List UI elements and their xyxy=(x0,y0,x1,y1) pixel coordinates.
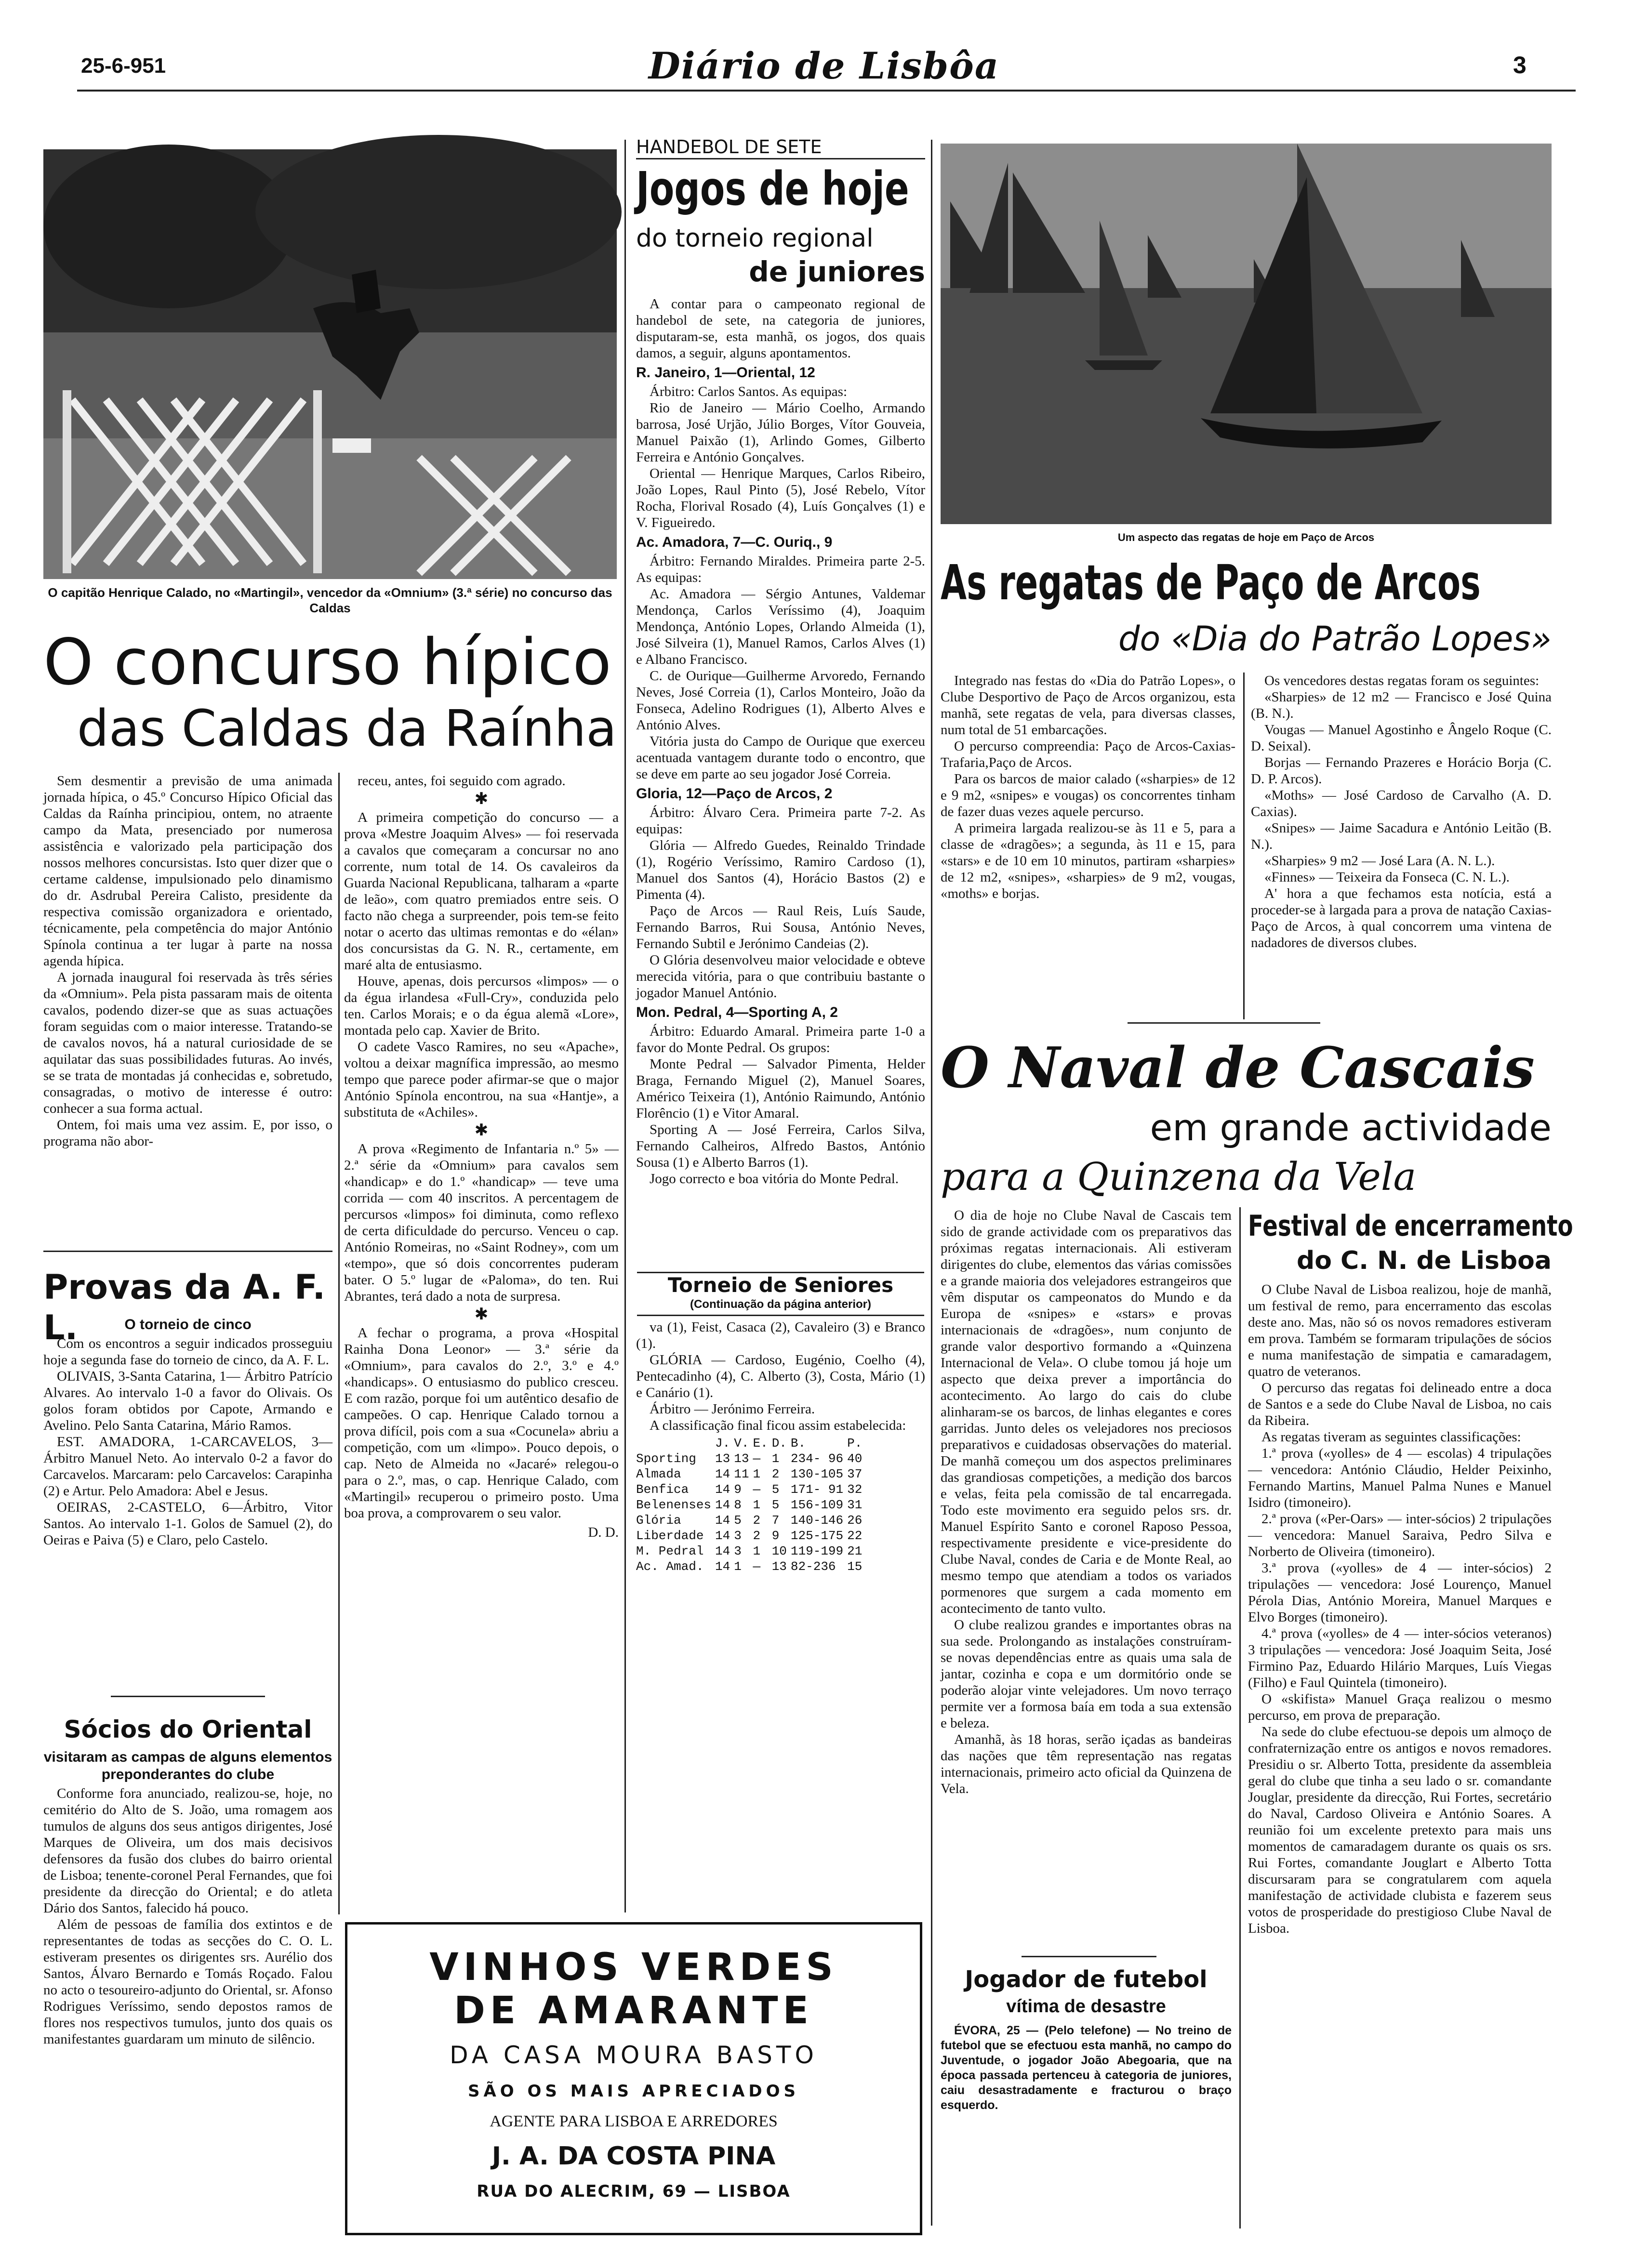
paragraph: Além de pessoas de família dos extintos e de representantes de todas as secções do C. O. L. estiveram presentes os dirigentes srs. Aurélio dos Santos, Álvaro Bernardo e Tomás Roçado. Falou no acto o tesoureiro-adjunto do Oriental, sr. Afonso Rodrigues Veríssimo, sendo depostos ramos de flores nos respectivos tumulos, junto dos quais os manifestantes guardaram um minuto de silêncio. xyxy=(43,1917,332,2047)
naval-deck-1: em grande actividade xyxy=(1150,1106,1552,1149)
paragraph: va (1), Feist, Casaca (2), Cavaleiro (3) e Branco (1). xyxy=(636,1319,925,1351)
paragraph: «Snipes» — Jaime Sacadura e António Leitão (B. N.). xyxy=(1251,820,1552,852)
table-cell: 14 xyxy=(715,1498,730,1512)
masthead-rule xyxy=(77,90,1576,92)
table-cell: — xyxy=(753,1482,761,1497)
table-cell: 5 xyxy=(771,1498,780,1512)
paragraph: 1.ª prova («yolles» de 4 — escolas) 4 tripulações — vencedora: António Cláudio, Helder Peixinho, Fernando Martins, Manuel Palma Nunes e Manuel Isidro (timoneiro). xyxy=(1248,1446,1552,1510)
table-cell: 1 xyxy=(753,1498,761,1512)
paragraph: EST. AMADORA, 1-CARCAVELOS, 3—Árbitro Manuel Neto. Ao intervalo 0-2 a favor do Carcavelos. Marcaram: pelo Carcavelos: Carapinha (2) e Artur. Pelo Amadora: Abel e Jesus. xyxy=(43,1434,332,1499)
table-row xyxy=(636,1528,866,1543)
table-row xyxy=(636,1466,866,1482)
ad-line-2: DE AMARANTE xyxy=(454,1989,813,2032)
table-cell: 14 xyxy=(715,1559,730,1574)
seniores-headline: Torneio de Seniores xyxy=(667,1273,894,1297)
table-header-cell xyxy=(636,1436,715,1451)
table-row xyxy=(636,1497,866,1513)
paragraph: Vitória justa do Campo de Ourique que exerceu acentuada vantagem durante todo o encontro, que se deve em parte ao seu jogador José Correia. xyxy=(636,734,925,782)
paragraph: Com os encontros a seguir indicados prosseguiu hoje a segunda fase do torneio de cinco, da A. F. L. xyxy=(43,1336,332,1368)
table-cell: 1 xyxy=(753,1544,761,1558)
table-header-row xyxy=(636,1436,866,1451)
seniores-subhead: (Continuação da página anterior) xyxy=(690,1298,872,1311)
oriental-subhead: visitaram as campas de alguns elementos preponderantes do clube xyxy=(43,1749,332,1782)
table-cell: 31 xyxy=(847,1498,863,1512)
paragraph: Sem desmentir a previsão de uma animada jornada hípica, o 45.º Concurso Hípico Oficial das Caldas da Raínha principiou, ontem, no atraente campo da Mata, presenciado por numerosa assistência e valorizado pela participação dos nossos melhores concursistas. Isto quer dizer que o certame caldense, impulsionado pelo dinamismo do dr. Asdrubal Pereira Calisto, presidente da respectiva comissão organizadora e orientado, técnicamente, pela competência do major António Spínola continua a ter lugar à parte na nossa agenda hípica. xyxy=(43,773,332,969)
paragraph: A classificação final ficou assim estabelecida: xyxy=(650,1418,906,1433)
handebol-kicker: HANDEBOL DE SETE xyxy=(636,136,925,159)
ad-line-5: AGENTE PARA LISBOA E ARREDORES xyxy=(490,2112,778,2130)
game-title: Mon. Pedral, 4—Sporting A, 2 xyxy=(636,1004,838,1020)
ad-line-3: DA CASA MOURA BASTO xyxy=(450,2041,818,2069)
table-cell: 13 xyxy=(734,1451,749,1466)
sailing-regatta-image xyxy=(941,144,1552,524)
table-header-cell: B. xyxy=(790,1436,806,1450)
game-title: R. Janeiro, 1—Oriental, 12 xyxy=(636,365,815,381)
paragraph: «Sharpies» de 12 m2 — Francisco e José Quina (B. N.). xyxy=(1251,689,1552,721)
table-cell: 40 xyxy=(847,1451,863,1466)
paragraph: As regatas tiveram as seguintes classificações: xyxy=(1261,1429,1521,1445)
table-cell: 13 xyxy=(771,1559,787,1574)
ad-line-6: J. A. DA COSTA PINA xyxy=(491,2142,776,2171)
paragraph: receu, antes, foi seguido com agrado. xyxy=(358,773,566,789)
section-rule xyxy=(1128,1022,1320,1024)
table-cell: Sporting xyxy=(636,1451,696,1466)
ad-line-7: RUA DO ALECRIM, 69 — LISBOA xyxy=(477,2182,791,2201)
table-cell: 119-199 xyxy=(790,1544,844,1558)
paragraph: Amanhã, às 18 horas, serão içadas as bandeiras das nações que têm representação nas regatas internacionais, primeiro acto oficial da Quinzena de Vela. xyxy=(941,1732,1232,1796)
paragraph: A contar para o campeonato regional de handebol de sete, na categoria de juniores, disputaram-se, esta manhã, os jogos, dos quais damos, a seguir, alguns apontamentos. xyxy=(636,296,925,361)
paragraph: Jogo correcto e boa vitória do Monte Pedral. xyxy=(650,1171,899,1187)
paragraph: Houve, apenas, dois percursos «limpos» — o da égua irlandesa «Full-Cry», conduzida pelo ten. Carlos Morais; e o da égua alemã «Lore», montada pelo cap. Xavier de Brito. xyxy=(344,974,619,1038)
handebol-article xyxy=(636,296,925,1264)
hipico-headline: O concurso hípico xyxy=(43,625,611,699)
paragraph: O cadete Vasco Ramires, no seu «Apache», voltou a deixar magnífica impressão, ao mesmo tempo que parece poder afirmar-se que o major António Spínola encontrou, na sua «Hantje», a substituta de «Achiles». xyxy=(344,1039,619,1120)
paragraph: OEIRAS, 2-CASTELO, 6—Árbitro, Vitor Santos. Ao intervalo 1-1. Golos de Samuel (2), do Oeiras e Paiva (5) e Claro, pelo Castelo. xyxy=(43,1500,332,1548)
table-cell: 32 xyxy=(847,1482,863,1497)
table-cell: 1 xyxy=(771,1451,780,1466)
section-rule xyxy=(1022,1956,1156,1957)
wine-advertisement xyxy=(345,1922,922,2235)
paragraph: Árbitro: Álvaro Cera. Primeira parte 7-2. As equipas: xyxy=(636,805,925,837)
paragraph: GLÓRIA — Cardoso, Eugénio, Coelho (4), Pentecadinho (4), C. Alberto (3), Costa, Mário (1) e Canário (1). xyxy=(636,1352,925,1400)
paragraph: ÉVORA, 25 — (Pelo telefone) — No treino de futebol que se efectuou esta manhã, no campo do Juventude, o jogador João Abegoaria, que na época passada pertenceu à categoria de juniores, caiu desastradamente e fracturou o braço esquerdo. xyxy=(941,2024,1232,2112)
table-cell: Glória xyxy=(636,1513,681,1528)
jogador-subhead: vítima de desastre xyxy=(1006,1996,1166,2017)
afl-article xyxy=(43,1313,332,1737)
table-cell: 10 xyxy=(771,1544,787,1558)
naval-deck-2: para a Quinzena da Vela xyxy=(941,1154,1417,1199)
paragraph: Rio de Janeiro — Mário Coelho, Armando barrosa, José Urjão, Júlio Borges, Vítor Gouveia, Manuel Paixão (1), Arlindo Gomes, Gilberto Ferreira e António Gonçalves. xyxy=(636,400,925,465)
table-cell: Liberdade xyxy=(636,1529,704,1543)
table-row xyxy=(636,1451,866,1466)
naval-headline: O Naval de Cascais xyxy=(941,1035,1535,1101)
signature: D. D. xyxy=(588,1525,619,1540)
jogador-headline: Jogador de futebol xyxy=(965,1966,1208,1993)
paragraph: Monte Pedral — Salvador Pimenta, Helder Braga, Fernando Miguel (2), Manuel Soares, Américo Teixeira (1), António Raimundo, António Florêncio (1) e Vitor Amaral. xyxy=(636,1056,925,1121)
paragraph: A prova «Regimento de Infantaria n.º 5» — 2.ª série da «Omnium» para cavalos sem «handicap» e do 1.º «handicap» — teve uma corrida — com 40 inscritos. A percentagem de percursos «limpos» foi diminuta, como reflexo de certa dificuldade do percurso. Venceu o cap. António Romeiras, no «Saint Rodney», com um «tempo», que só dois concorrentes puderam bater. O 5.º lugar de «Paloma», do ten. Rui Abrantes, terá dado a nota de surpresa. xyxy=(344,1141,619,1304)
table-cell: 3 xyxy=(734,1529,742,1543)
table-header-cell: V. xyxy=(734,1436,749,1450)
regatas-headline: As regatas de Paço de Arcos xyxy=(941,554,1481,611)
classification-table xyxy=(636,1436,866,1574)
regatas-deck: do «Dia do Patrão Lopes» xyxy=(1118,619,1552,659)
table-cell: 14 xyxy=(715,1467,730,1481)
oriental-headline: Sócios do Oriental xyxy=(64,1715,312,1743)
paragraph: Na sede do clube efectuou-se depois um almoço de confraternização entre os antigos e novos remadores. Presidiu o sr. Alberto Totta, presidente da assembleia geral do clube que tinha a seu lado o sr. comandante Jouglar, presidente da direcção, Rui Fortes, secretário do Naval, Cardoso Oliveira e António Soares. A reunião foi um excelente pretexto para mais uns momentos de camaradagem durante os quais os srs. Rui Fortes, comandante Jouglart e Alberto Totta discursaram para se congratularem com aquela manifestação de actividade clubista e fazerem seus votos de prosperidade do prestigioso Clube Naval de Lisboa. xyxy=(1248,1724,1552,1936)
table-cell: 37 xyxy=(847,1467,863,1481)
paragraph: C. de Ourique—Guilherme Arvoredo, Fernando Neves, José Correia (1), Carlos Monteiro, João da Fonseca, Adelino Rodrigues (1), Alberto Alves e António Alves. xyxy=(636,668,925,733)
hipico-headline-2: das Caldas da Raínha xyxy=(77,699,617,758)
table-cell: 15 xyxy=(847,1559,863,1574)
table-cell: — xyxy=(753,1451,761,1466)
hipico-caption: O capitão Henrique Calado, no «Martingil», vencedor da «Omnium» (3.ª série) no concurso das Caldas xyxy=(48,585,612,615)
column-rule xyxy=(1239,1207,1241,2228)
handebol-deck-1: do torneio regional xyxy=(636,224,874,253)
table-cell: 9 xyxy=(771,1529,780,1543)
table-cell: 130-105 xyxy=(790,1467,844,1481)
game-title: Ac. Amadora, 7—C. Ouriq., 9 xyxy=(636,534,833,550)
table-cell: 1 xyxy=(734,1559,742,1574)
table-cell: 22 xyxy=(847,1529,863,1543)
paragraph: A fechar o programa, a prova «Hospital Rainha Dona Leonor» — 3.ª série da «Omnium», para cavalos do 2.º, 3.º e 4.º «handicaps». O entusiasmo do publico cresceu. E com razão, porque foi um autêntico desafio de campeões. O cap. Henrique Calado tornou a prova difícil, pois com a sua «Cocunela» abriu a competição, com um «limpo». Pouco depois, o cap. Neto de Almeida no «Jacaré» relegou-o para o 2.º, mas, o cap. Henrique Calado, com «Martingil» recuperou o primeiro posto. Uma boa prova, a comprovarem o seu valor. xyxy=(344,1325,619,1521)
separator-star: ✱ xyxy=(474,1305,489,1323)
table-cell: 8 xyxy=(734,1498,742,1512)
paragraph: Vougas — Manuel Agostinho e Ângelo Roque (C. D. Seixal). xyxy=(1251,722,1552,754)
table-cell: M. Pedral xyxy=(636,1544,704,1558)
paragraph: Borjas — Fernando Prazeres e Horácio Borja (C. D. P. Arcos). xyxy=(1251,755,1552,787)
table-cell: Belenenses xyxy=(636,1498,712,1512)
game-title: Gloria, 12—Paço de Arcos, 2 xyxy=(636,786,833,802)
paragraph: Árbitro: Fernando Miraldes. Primeira parte 2-5. As equipas: xyxy=(636,554,925,585)
paragraph: Oriental — Henrique Marques, Carlos Ribeiro, João Lopes, Raul Pinto (5), José Rebelo, Vítor Rocha, Florival Rosado (4), Luís Gonçalves (1) e V. Figueiredo. xyxy=(636,466,925,530)
table-cell: 14 xyxy=(715,1513,730,1528)
paragraph: Para os barcos de maior calado («sharpies» de 12 e 9 m2, «snipes» e vougas) os concorrentes tinham de fazer duas vezes aquele percurso. xyxy=(941,771,1235,819)
paragraph: OLIVAIS, 3-Santa Catarina, 1— Árbitro Patrício Alvares. Ao intervalo 1-0 a favor do Olivais. Os golos foram obtidos por Capote, Armando e Avelino. Pelo Santa Catarina, Mário Ramos. xyxy=(43,1369,332,1433)
table-cell: 26 xyxy=(847,1513,863,1528)
afl-headline: Provas da A. F. L. xyxy=(43,1267,326,1347)
seniores-box xyxy=(637,1272,924,1316)
paragraph: Ontem, foi mais uma vez assim. E, por isso, o programa não abor- xyxy=(43,1117,332,1149)
festival-headline: Festival de encerramento xyxy=(1248,1209,1573,1243)
regatas-photo xyxy=(941,144,1552,524)
table-cell: 2 xyxy=(753,1513,761,1528)
jogador-article xyxy=(941,2023,1232,2226)
paragraph: O dia de hoje no Clube Naval de Cascais tem sido de grande actividade com os preparativos das próximas regatas internacionais. Ali estiveram dirigentes do clube, elementos das várias comissões e a grande maioria dos velejadores estrangeiros que vêm disputar os campeonatos do Mundo e da Europa de «snipes» e «stars» e provas internacionais de «dragões», num conjunto de grande valor desportivo formando a «Quinzena Internacional de Vela». O clube tomou já hoje um aspecto que deixa prever a importância do acontecimento. Ao largo do cais do clube alinharam-se os barcos, de linhas elegantes e cores garridas. Junto deles os velejadores nos preciosos preparativos e cuidadosas observações do material. De manhã começou um dos aspectos preliminares das grandiosas competições, a medição dos barcos e velas, feita pela comissão de tal encarregada. Todo este movimento era seguido pelos srs. dr. Manuel Espírito Santo e coronel Raposo Pessoa, respectivamente presidente e vice-presidente do Clube Naval, condes de Caria e de Monte Real, ao mesmo tempo que atendiam a todos os variados pormenores que surgem a cada momento em acontecimento de tanto vulto. xyxy=(941,1208,1232,1616)
separator-star: ✱ xyxy=(474,790,489,808)
paragraph: Árbitro: Eduardo Amaral. Primeira parte 1-0 a favor do Monte Pedral. Os grupos: xyxy=(636,1024,925,1055)
table-cell: 9 xyxy=(734,1482,742,1497)
table-cell: 2 xyxy=(771,1467,780,1481)
paragraph: «Finnes» — Teixeira da Fonseca (C. N. L.). xyxy=(1264,870,1510,885)
regatas-caption: Um aspecto das regatas de hoje em Paço de Arcos xyxy=(1117,531,1375,543)
separator-star: ✱ xyxy=(474,1121,489,1139)
table-header-cell: E. xyxy=(753,1436,768,1450)
table-cell: 125-175 xyxy=(790,1529,844,1543)
ad-line-1: VINHOS VERDES xyxy=(429,1946,838,1989)
festival-deck: do C. N. de Lisboa xyxy=(1297,1246,1552,1275)
table-row xyxy=(636,1513,866,1528)
paragraph: 3.ª prova («yolles» de 4 — inter-sócios) 2 tripulações — vencedora: José Lourenço, Manuel Pérola Dias, António Moreira, Manuel Marques e Elvo Borges (timoneiro). xyxy=(1248,1560,1552,1625)
seniores-article xyxy=(636,1319,925,1574)
table-cell: 156-109 xyxy=(790,1498,844,1512)
paragraph: Árbitro: Carlos Santos. As equipas: xyxy=(650,384,848,399)
table-cell: 1 xyxy=(753,1467,761,1481)
section-rule xyxy=(43,1251,332,1252)
hipico-column-2 xyxy=(344,773,619,1914)
paragraph: 4.ª prova («yolles» de 4 — inter-sócios veteranos) 3 tripulações — vencedora: José Joaquim Seita, José Firmino Paz, Eduardo Hilário Marques, Luís Viegas (Filho) e Faul Quintela (timoneiro). xyxy=(1248,1626,1552,1690)
paragraph: O Glória desenvolveu maior velocidade e obteve merecida vitória, para o que contribuiu bastante o jogador Manuel António. xyxy=(636,952,925,1001)
paragraph: Integrado nas festas do «Dia do Patrão Lopes», o Clube Desportivo de Paço de Arcos organizou, esta manhã, sete regatas de vela, para diversas classes, num total de 51 embarcações. xyxy=(941,673,1235,738)
festival-article xyxy=(1248,1281,1552,2226)
masthead-title: Diário de Lisbôa xyxy=(648,44,1000,87)
paragraph: A' hora a que fechamos esta notícia, está a proceder-se à largada para a prova de natação Caxias-Paço de Arcos, à qual concorrem uma vintena de nadadores de diversos clubes. xyxy=(1251,886,1552,950)
paragraph: O Clube Naval de Lisboa realizou, hoje de manhã, um festival de remo, para encerramento das escolas deste ano. Mas, não só os novos remadores estiveram em prova. Também se formaram tripulações de sócios e numa manifestação de simpatia e camaradagem, quatro de veteranos. xyxy=(1248,1282,1552,1379)
table-row xyxy=(636,1543,866,1559)
masthead-date: 25-6-951 xyxy=(81,54,166,78)
paragraph: O percurso das regatas foi delineado entre a doca de Santos e a sede do Clube Naval de Lisboa, no cais da Ribeira. xyxy=(1248,1380,1552,1428)
handebol-headline: Jogos de hoje xyxy=(636,162,909,216)
regatas-column-2 xyxy=(1251,672,1552,1019)
table-cell: 7 xyxy=(771,1513,780,1528)
table-header-cell: D. xyxy=(771,1436,787,1450)
table-cell: 82-236 xyxy=(790,1559,836,1574)
paragraph: Glória — Alfredo Guedes, Reinaldo Trindade (1), Rogério Veríssimo, Ramiro Cardoso (1), Manuel dos Santos (4), Horácio Bastos (2) e Pimenta (4). xyxy=(636,838,925,902)
table-cell: 14 xyxy=(715,1529,730,1543)
oriental-article xyxy=(43,1746,332,2247)
naval-article xyxy=(941,1207,1232,1944)
column-rule xyxy=(1243,672,1245,1019)
paragraph: Conforme fora anunciado, realizou-se, hoje, no cemitério do Alto de S. João, uma romagem aos tumulos de alguns dos seus antigos dirigentes, José Marques de Oliveira, um dos mais decisivos defensores da fusão dos clubes do bairro oriental de Lisboa; tenente-coronel Peral Fernandes, que foi presidente da direcção do Oriental; e do atleta Dário dos Santos, falecido há pouco. xyxy=(43,1786,332,1916)
show-jumping-image xyxy=(43,149,617,579)
table-header-cell: J. xyxy=(715,1436,730,1450)
paragraph: Os vencedores destas regatas foram os seguintes: xyxy=(1264,673,1540,688)
table-cell: 11 xyxy=(734,1467,749,1481)
page-number: 3 xyxy=(1513,52,1527,79)
section-rule xyxy=(111,1696,265,1697)
table-cell: 5 xyxy=(734,1513,742,1528)
paragraph: Ac. Amadora — Sérgio Antunes, Valdemar Mendonça, Carlos Veríssimo (4), Joaquim Mendonça, António Lopes, Orlando Almeida (1), José Silveira (1), Manuel Ramos, Carlos Alves (1) e Albano Francisco. xyxy=(636,586,925,667)
paragraph: A primeira largada realizou-se às 11 e 5, para a classe de «dragões»; a segunda, às 11 e 15, para «stars» e de 10 em 10 minutos, partiram «sharpies» de 12 m2, «snipes», «sharpies» de 9 m2, vougas, «moths» e borjas. xyxy=(941,820,1235,901)
column-rule xyxy=(338,773,340,1914)
paragraph: O «skifista» Manuel Graça realizou o mesmo percurso, em prova de preparação. xyxy=(1248,1691,1552,1723)
paragraph: A jornada inaugural foi reservada às três séries da «Omnium». Pela pista passaram mais de oitenta cavalos, podendo dizer-se que as suas actuações foram seguidas com o maior interesse. Tratando-se de cavalos novos, há a natural curiosidade de se aquilatar das suas possibilidades futuras. Ao invés, se se trata de montadas já conhecidas e, sobretudo, consagradas, o motivo de interesse é outro: conhecer a sua forma actual. xyxy=(43,970,332,1116)
table-cell: 171- 91 xyxy=(790,1482,844,1497)
table-cell: 21 xyxy=(847,1544,863,1558)
ad-line-4: SÃO OS MAIS APRECIADOS xyxy=(467,2082,800,2101)
paragraph: 2.ª prova («Per-Oars» — inter-sócios) 2 tripulações — vencedora: Manuel Saraiva, Pedro Silva e Norberto de Oliveira (timoneiro). xyxy=(1248,1511,1552,1559)
paragraph: A primeira competição do concurso — a prova «Mestre Joaquim Alves» — foi reservada a cavalos que começaram a concursar no ano corrente, num total de 14. Os cavaleiros da Guarda Nacional Republicana, talharam a «parte de leão», com quatro premiados entre seis. O facto não chega a surpreender, pois tem-se feito notar o acerto das ultimas remontas e do «élan» dos concursistas da G. N. R., certamente, em maré alta de entusiasmo. xyxy=(344,810,619,973)
table-row xyxy=(636,1482,866,1497)
hipico-photo xyxy=(43,149,617,579)
paragraph: «Moths» — José Cardoso de Carvalho (A. D. Caxias). xyxy=(1251,788,1552,819)
table-cell: 2 xyxy=(753,1529,761,1543)
table-cell: — xyxy=(753,1559,761,1574)
table-row xyxy=(636,1559,866,1574)
column-rule xyxy=(624,140,626,1912)
table-header-cell: P. xyxy=(847,1436,863,1450)
regatas-column-1 xyxy=(941,672,1235,1019)
paragraph: Árbitro — Jerónimo Ferreira. xyxy=(650,1401,815,1417)
table-cell: 140-146 xyxy=(790,1513,844,1528)
table-cell: Almada xyxy=(636,1467,681,1481)
table-cell: 234- 96 xyxy=(790,1451,844,1466)
paragraph: Sporting A — José Ferreira, Carlos Silva, Fernando Calheiros, Alfredo Bastos, António Sousa (1) e Alberto Barros (1). xyxy=(636,1122,925,1170)
table-cell: Ac. Amad. xyxy=(636,1559,704,1574)
table-cell: 3 xyxy=(734,1544,742,1558)
paragraph: Paço de Arcos — Raul Reis, Luís Saude, Fernando Barros, Rui Sousa, António Neves, Fernando Subtil e Jerónimo Candeias (2). xyxy=(636,903,925,951)
table-cell: 14 xyxy=(715,1544,730,1558)
handebol-deck-2: de juniores xyxy=(749,255,925,288)
paragraph: O percurso compreendia: Paço de Arcos-Caxias-Trafaria,Paço de Arcos. xyxy=(941,738,1235,770)
table-cell: 14 xyxy=(715,1482,730,1497)
paragraph: O clube realizou grandes e importantes obras na sua sede. Prolongando as instalações construíram-se novas dependências entre as quais uma sala de jantar, cozinha e copa e um dormitório onde se poderão alojar vinte velejadores. Um novo terraço permite ver a formosa baía em toda a sua extensão e beleza. xyxy=(941,1617,1232,1731)
table-cell: 5 xyxy=(771,1482,780,1497)
column-rule xyxy=(931,140,932,2226)
paragraph: «Sharpies» 9 m2 — José Lara (A. N. L.). xyxy=(1264,853,1495,869)
afl-subhead: O torneio de cinco xyxy=(124,1317,252,1332)
hipico-column-1 xyxy=(43,773,332,1235)
table-cell: Benfica xyxy=(636,1482,689,1497)
table-cell: 13 xyxy=(715,1451,730,1466)
